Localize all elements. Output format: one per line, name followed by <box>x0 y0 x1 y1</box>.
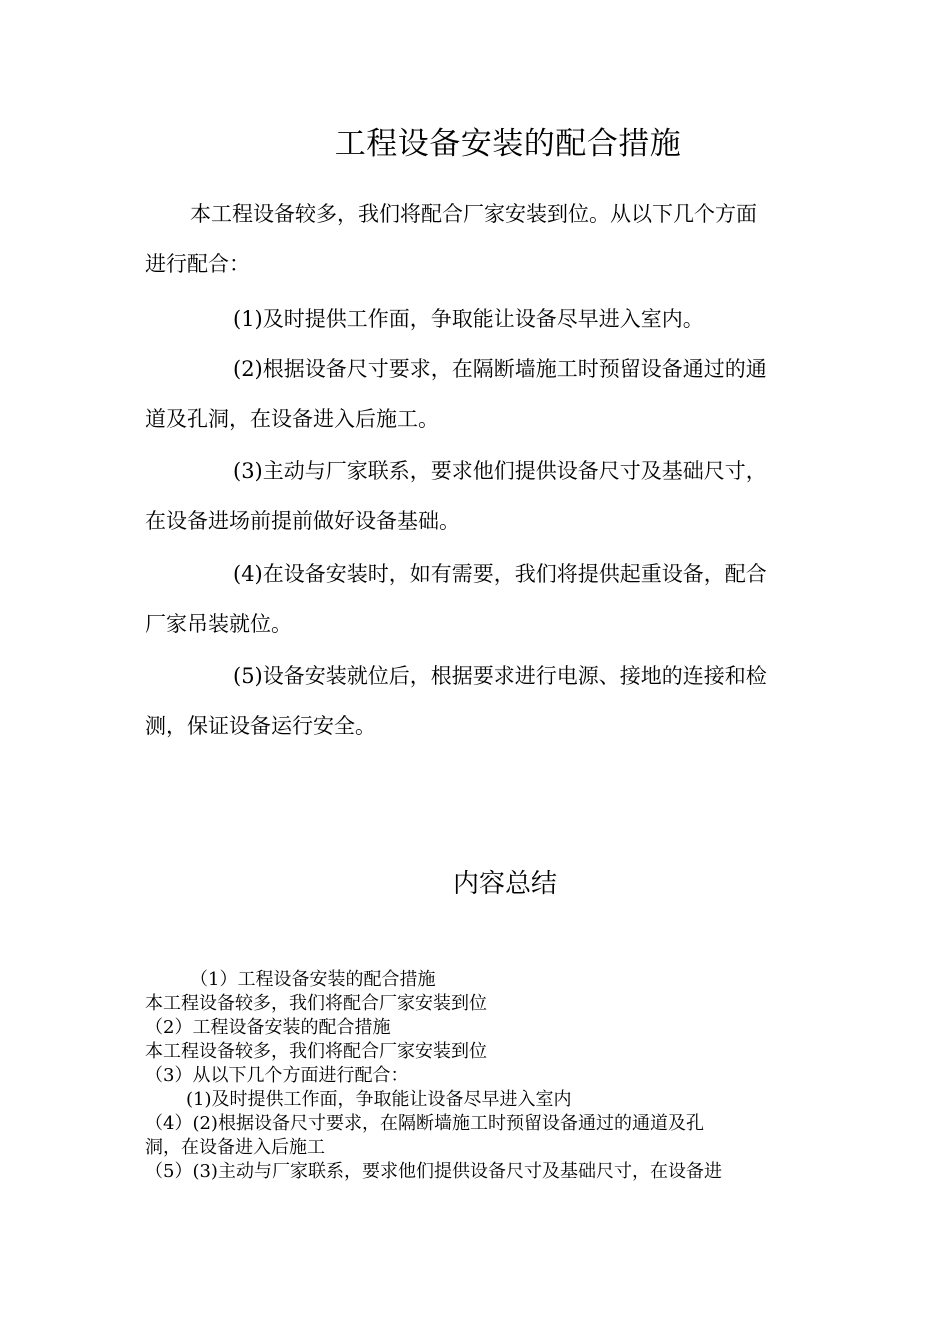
measure-item-3 <box>145 446 805 546</box>
summary-line: （1）工程设备安装的配合措施 <box>190 969 436 990</box>
summary-line: （5）(3)主动与厂家联系，要求他们提供设备尺寸及基础尺寸，在设备进 <box>145 1161 722 1182</box>
intro-line-1: 本工程设备较多，我们将配合厂家安装到位。从以下几个方面 <box>190 202 757 226</box>
measure-item-4-line-1: (4)在设备安装时，如有需要，我们将提供起重设备，配合 <box>233 562 767 586</box>
measure-item-1-line-1: (1)及时提供工作面，争取能让设备尽早进入室内。 <box>233 307 704 331</box>
measure-item-3-line-2: 在设备进场前提前做好设备基础。 <box>145 509 460 533</box>
summary-title: 内容总结 <box>452 869 557 899</box>
document-title: 工程设备安装的配合措施 <box>334 126 682 162</box>
intro-paragraph <box>145 189 805 289</box>
measure-item-3-line-1: (3)主动与厂家联系，要求他们提供设备尺寸及基础尺寸， <box>233 459 767 483</box>
measure-item-2 <box>145 344 805 444</box>
measure-item-4-line-2: 厂家吊装就位。 <box>145 612 292 636</box>
measure-item-2-line-2: 道及孔洞，在设备进入后施工。 <box>145 407 439 431</box>
measure-item-1 <box>145 294 805 344</box>
measure-item-2-line-1: (2)根据设备尺寸要求，在隔断墙施工时预留设备通过的通 <box>233 357 767 381</box>
summary-list <box>145 968 815 1184</box>
summary-line: （3）从以下几个方面进行配合： <box>145 1065 409 1086</box>
measure-item-5 <box>145 651 805 751</box>
measure-item-5-line-1: (5)设备安装就位后，根据要求进行电源、接地的连接和检 <box>233 664 767 688</box>
summary-line: （4）(2)根据设备尺寸要求，在隔断墙施工时预留设备通过的通道及孔 <box>145 1113 704 1134</box>
intro-line-2: 进行配合： <box>145 252 250 276</box>
summary-line: （2）工程设备安装的配合措施 <box>145 1017 391 1038</box>
summary-line: 洞，在设备进入后施工 <box>145 1137 325 1158</box>
summary-line: 本工程设备较多，我们将配合厂家安装到位 <box>145 993 487 1014</box>
summary-line: (1)及时提供工作面，争取能让设备尽早进入室内 <box>186 1089 572 1110</box>
summary-line: 本工程设备较多，我们将配合厂家安装到位 <box>145 1041 487 1062</box>
measure-item-5-line-2: 测，保证设备运行安全。 <box>145 714 376 738</box>
measure-item-4 <box>145 549 805 649</box>
